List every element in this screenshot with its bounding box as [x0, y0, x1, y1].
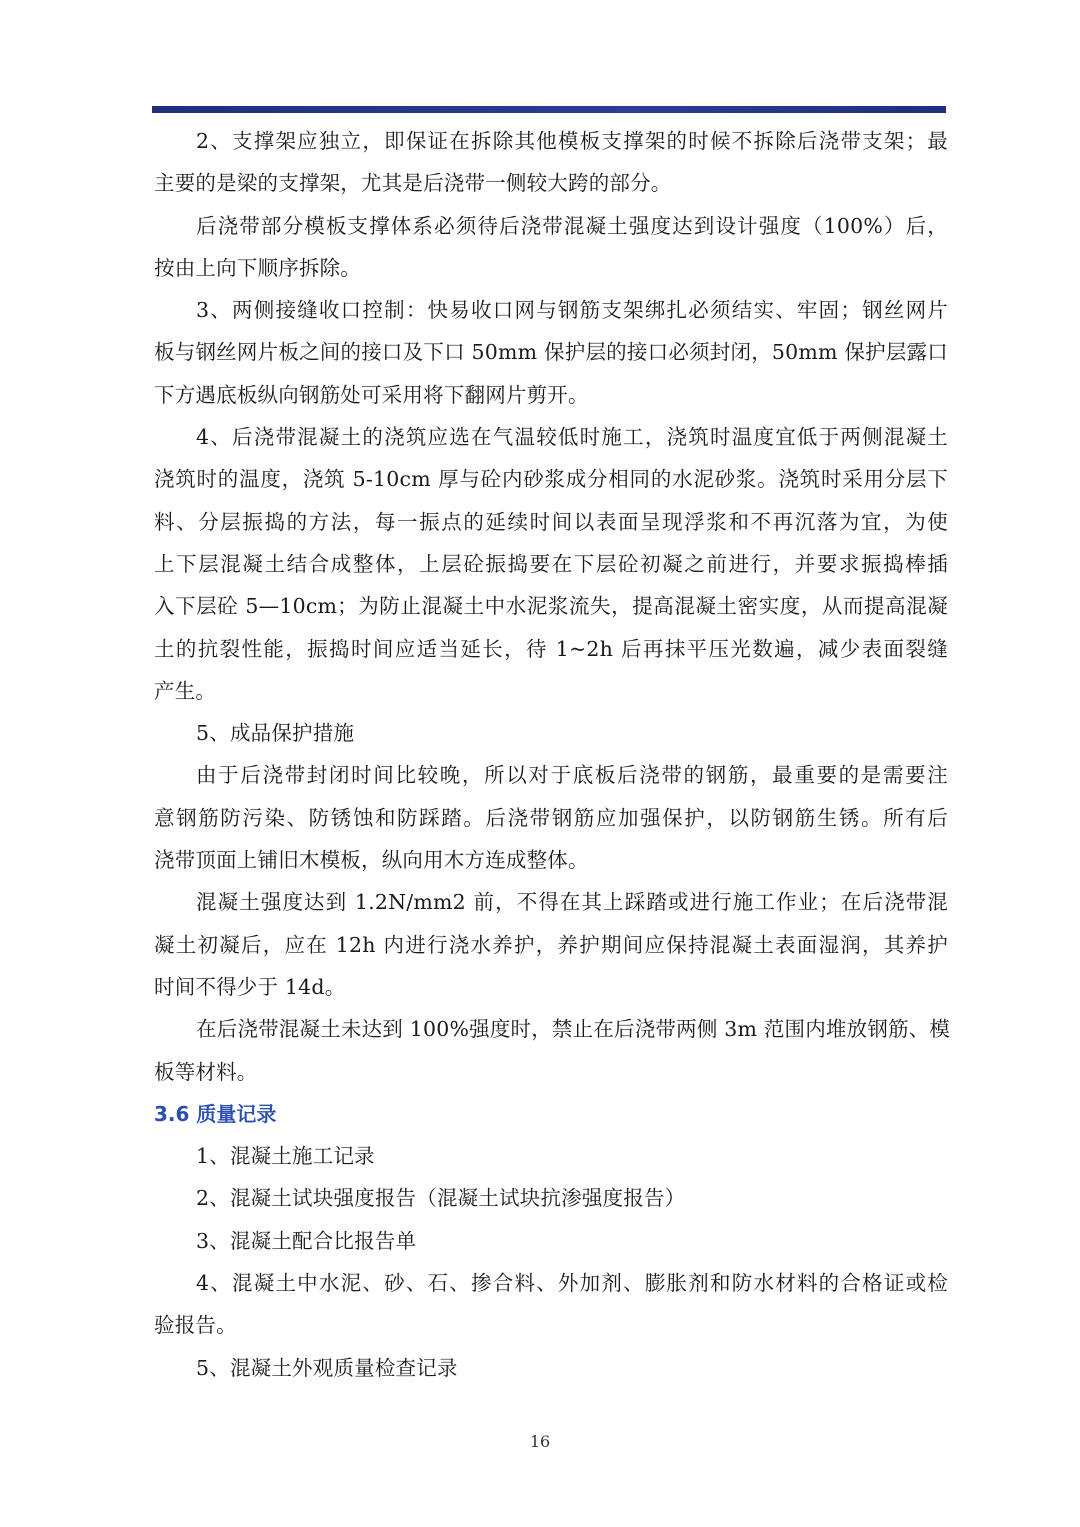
- record-line: 3、混凝土配合比报告单: [196, 1228, 417, 1253]
- paragraph-line: 板与钢丝网片板之间的接口及下口 50mm 保护层的接口必须封闭，50mm 保护层露口: [154, 340, 948, 365]
- paragraph-line: 2、支撑架应独立，即保证在拆除其他模板支撑架的时候不拆除后浇带支架；最: [196, 129, 948, 153]
- record-line: 4、混凝土中水泥、砂、石、掺合料、外加剂、膨胀剂和防水材料的合格证或检: [196, 1271, 948, 1296]
- paragraph-line: 上下层混凝土结合成整体，上层砼振捣要在下层砼初凝之前进行，并要求振捣棒插: [154, 551, 948, 576]
- paragraph-line: 5、成品保护措施: [196, 721, 355, 746]
- paragraph-line: 土的抗裂性能，振捣时间应适当延长，待 1~2h 后再抹平压光数遍，减少表面裂缝: [154, 636, 948, 661]
- paragraph-line: 料、分层振捣的方法，每一振点的延续时间以表面呈现浮浆和不再沉落为宜，为使: [154, 509, 948, 534]
- record-line: 5、混凝土外观质量检查记录: [196, 1355, 458, 1380]
- body-lines: [154, 120, 951, 1093]
- paragraph-line: 混凝土强度达到 1.2N/mm2 前，不得在其上踩踏或进行施工作业；在后浇带混: [196, 890, 948, 915]
- paragraph-line: 4、后浇带混凝土的浇筑应选在气温较低时施工，浇筑时温度宜低于两侧混凝土: [196, 425, 948, 450]
- paragraph-line: 凝土初凝后，应在 12h 内进行浇水养护，养护期间应保持混凝土表面湿润，其养护: [154, 932, 948, 957]
- record-line: 1、混凝土施工记录: [196, 1144, 375, 1169]
- page-number: 16: [529, 1432, 551, 1451]
- section-heading: 3.6 质量记录: [154, 1101, 277, 1126]
- paragraph-line: 浇带顶面上铺旧木模板，纵向用木方连成整体。: [154, 848, 589, 873]
- paragraph-line: 在后浇带混凝土未达到 100%强度时，禁止在后浇带两侧 3m 范围内堆放钢筋、模: [196, 1017, 951, 1042]
- paragraph-line: 入下层砼 5—10cm；为防止混凝土中水泥浆流失，提高混凝土密实度，从而提高混凝: [154, 594, 948, 619]
- paragraph-line: 意钢筋防污染、防锈蚀和防踩踏。后浇带钢筋应加强保护，以防钢筋生锈。所有后: [154, 805, 948, 830]
- paragraph-line: 后浇带部分模板支撑体系必须待后浇带混凝土强度达到设计强度（100%）后，: [196, 213, 948, 238]
- paragraph-line: 下方遇底板纵向钢筋处可采用将下翻网片剪开。: [154, 382, 589, 407]
- paragraph-line: 主要的是梁的支撑架，尤其是后浇带一侧较大跨的部分。: [154, 171, 672, 196]
- record-line: 2、混凝土试块强度报告（混凝土试块抗渗强度报告）: [196, 1186, 686, 1211]
- header-rule: [152, 106, 946, 113]
- paragraph-line: 时间不得少于 14d。: [154, 974, 346, 999]
- paragraph-line: 产生。: [154, 678, 217, 703]
- paragraph-line: 3、两侧接缝收口控制：快易收口网与钢筋支架绑扎必须结实、牢固；钢丝网片: [196, 298, 948, 323]
- document-body: [154, 120, 951, 1389]
- paragraph-line: 由于后浇带封闭时间比较晚，所以对于底板后浇带的钢筋，最重要的是需要注: [196, 763, 948, 788]
- paragraph-line: 板等材料。: [154, 1059, 258, 1084]
- record-line: 验报告。: [154, 1313, 237, 1338]
- paragraph-line: 浇筑时的温度，浇筑 5-10cm 厚与砼内砂浆成分相同的水泥砂浆。浇筑时采用分层下: [154, 467, 948, 492]
- paragraph-line: 按由上向下顺序拆除。: [154, 255, 361, 280]
- quality-records: [154, 1135, 948, 1389]
